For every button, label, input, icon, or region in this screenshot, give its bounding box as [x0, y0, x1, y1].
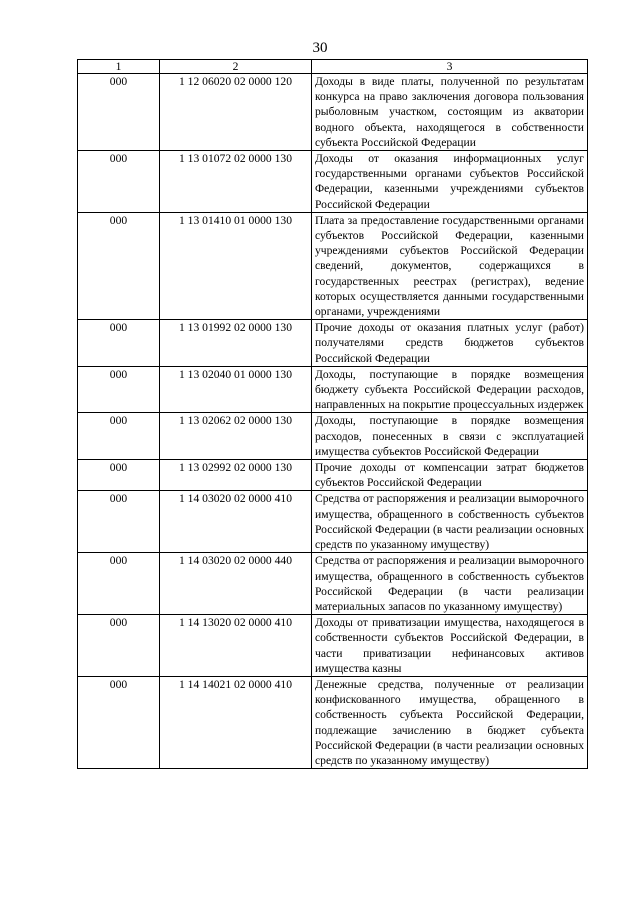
- column-header-3: 3: [312, 60, 588, 74]
- budget-code-cell: 1 14 03020 02 0000 440: [160, 553, 312, 615]
- table-row: [78, 615, 588, 677]
- budget-code-cell: 1 14 03020 02 0000 410: [160, 491, 312, 553]
- income-name-cell: Доходы, поступающие в порядке возмещения расходов, понесенных в связи с эксплуатацией имущества субъектов Российской Федерации: [312, 413, 588, 460]
- admin-code-cell: 000: [78, 460, 160, 491]
- income-name-cell: Средства от распоряжения и реализации выморочного имущества, обращенного в собственность субъектов Российской Федерации (в части реализации материальных запасов по указанному имуществу): [312, 553, 588, 615]
- income-name-cell: Доходы в виде платы, полученной по результатам конкурса на право заключения договора пользования рыболовным участком, состоящим из акватории водного объекта, находящегося в собственности субъекта Российской Федерации: [312, 74, 588, 151]
- table-row: [78, 366, 588, 413]
- budget-code-cell: 1 14 14021 02 0000 410: [160, 676, 312, 768]
- admin-code-cell: 000: [78, 615, 160, 677]
- admin-code-cell: 000: [78, 366, 160, 413]
- table-row: [78, 676, 588, 768]
- admin-code-cell: 000: [78, 151, 160, 213]
- admin-code-cell: 000: [78, 413, 160, 460]
- admin-code-cell: 000: [78, 491, 160, 553]
- admin-code-cell: 000: [78, 320, 160, 367]
- income-name-cell: Доходы от оказания информационных услуг государственными органами субъектов Российской Федерации, казенными учреждениями субъектов Российской Федерации: [312, 151, 588, 213]
- admin-code-cell: 000: [78, 676, 160, 768]
- income-name-cell: Средства от распоряжения и реализации выморочного имущества, обращенного в собственность субъектов Российской Федерации (в части реализации основных средств по указанному имуществу): [312, 491, 588, 553]
- admin-code-cell: 000: [78, 74, 160, 151]
- budget-code-cell: 1 13 01992 02 0000 130: [160, 320, 312, 367]
- table-row: [78, 460, 588, 491]
- table-row: [78, 491, 588, 553]
- table-row: [78, 74, 588, 151]
- budget-code-cell: 1 13 02040 01 0000 130: [160, 366, 312, 413]
- budget-code-cell: 1 13 01072 02 0000 130: [160, 151, 312, 213]
- table-row: [78, 212, 588, 319]
- table-row: [78, 151, 588, 213]
- budget-code-cell: 1 13 01410 01 0000 130: [160, 212, 312, 319]
- income-name-cell: Прочие доходы от оказания платных услуг (работ) получателями средств бюджетов субъектов Российской Федерации: [312, 320, 588, 367]
- budget-code-cell: 1 13 02062 02 0000 130: [160, 413, 312, 460]
- income-name-cell: Прочие доходы от компенсации затрат бюджетов субъектов Российской Федерации: [312, 460, 588, 491]
- budget-classification-table: [77, 59, 588, 769]
- table-row: [78, 413, 588, 460]
- table-row: [78, 320, 588, 367]
- income-name-cell: Денежные средства, полученные от реализации конфискованного имущества, обращенного в собственность субъекта Российской Федерации, подлежащие зачислению в бюджет субъекта Российской Федерации (в части реализации основных средств по указанному имуществу): [312, 676, 588, 768]
- admin-code-cell: 000: [78, 553, 160, 615]
- income-name-cell: Доходы от приватизации имущества, находящегося в собственности субъектов Российской Федерации, в части приватизации нефинансовых активов имущества казны: [312, 615, 588, 677]
- budget-code-cell: 1 14 13020 02 0000 410: [160, 615, 312, 677]
- income-name-cell: Доходы, поступающие в порядке возмещения бюджету субъекта Российской Федерации расходов, направленных на покрытие процессуальных издержек: [312, 366, 588, 413]
- page-number: 30: [312, 40, 328, 56]
- income-name-cell: Плата за предоставление государственными органами субъектов Российской Федерации, казенными учреждениями субъектов Российской Федерации сведений, документов, содержащихся в государственных реестрах (регистрах), ведение которых осуществляется данными государственными органами, учреждениями: [312, 212, 588, 319]
- budget-code-cell: 1 13 02992 02 0000 130: [160, 460, 312, 491]
- column-header-1: 1: [78, 60, 160, 74]
- column-header-2: 2: [160, 60, 312, 74]
- table-header-row: [78, 60, 588, 74]
- budget-code-cell: 1 12 06020 02 0000 120: [160, 74, 312, 151]
- admin-code-cell: 000: [78, 212, 160, 319]
- table-row: [78, 553, 588, 615]
